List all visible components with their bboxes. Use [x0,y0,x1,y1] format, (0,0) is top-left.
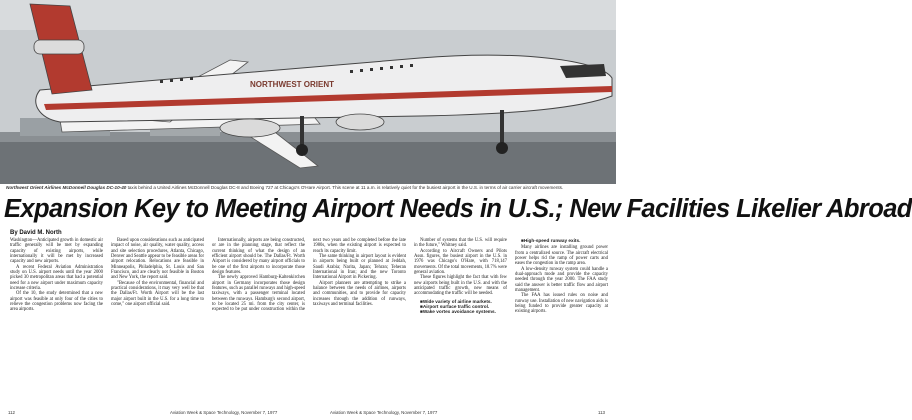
left-page-number: 112 [8,410,15,415]
body-paragraph: The newly approved Hamburg-Kaltenkirchen airport in Germany incorporates those design features, such as parallel runways and high-speed taxiways, with a passenger terminal located between the runways. Hamburg's second airport, to be located 25 mi. from the city center, is expected to be put under construction within the next two years and be completed before the late 1980s, when the existing airport is expected to reach its capacity limit. [212,238,406,313]
body-paragraph: A low-density runway system could handle a dual-approach mode and provide the capacity needed through the year 2000. The FAA study said the answer is better traffic flow and airport management. [515,266,608,294]
body-paragraph: Internationally, airports are being constructed, or are in the planning stage, that reflect the current thinking of what the design of an efficient airport should be. The Dallas/Ft. Worth Airport is considered by many airport officials to be one of the first airports to incorporate those design features. [212,238,305,276]
fuselage-lettering: NORTHWEST ORIENT [250,80,334,89]
list-item: ■ Wake vortex avoidance systems. [420,309,507,314]
list-item: ■ High-speed runway exits. [521,238,608,243]
body-paragraph: Number of systems that the U.S. will require in the future," Whitney said. [414,238,507,249]
right-magazine-line: Aviation Week & Space Technology, November 7, 1977 [330,410,438,415]
airport-photo-illustration [0,0,616,184]
body-paragraph: Many airlines are installing ground power from a centralized source. The aircraft electrical power helps rid the ramp of power carts and eases the congestion in the ramp area. [515,245,608,267]
right-page-number: 113 [598,410,605,415]
body-paragraph: Airport planners are attempting to strike a balance between the needs of airlines, airports and communities, and to provide for capacity increases through the addition of runways, taxiways and terminal facilities. [313,280,406,308]
body-paragraph: Based upon considerations such as anticipated impact of noise, air quality, water quality, access and site selection procedures, Atlanta, Chicago, Denver and Seattle appear to be feasible areas for airport relocation. Relocations are feasible in Minneapolis, Philadelphia, St. Louis and San Francisco, and are clearly not feasible in Boston and New York, the report said. [111,238,204,281]
byline: By David M. North [10,230,62,236]
body-paragraph: Washington—Anticipated growth in domestic air traffic generally will be met by expanding capacity of existing airports, while internationally it will be met by increased capacity and new airports. [10,238,103,265]
aircraft-photo [0,0,616,184]
body-paragraph: These figures highlight the fact that with few new airports being built in the U.S. and with the anticipated traffic growth, new means of accommodating the traffic will be needed. [414,275,507,297]
photo-caption [6,185,610,191]
list-item: ■ Wide variety of airline markets. [420,299,507,304]
article-body [10,238,608,406]
body-paragraph: The same thinking in airport layout is evident in airports being built or planned at Jeddah, Saudi Arabia; Narita, Japan; Tehran; Teheran International in Iran; and the new Toronto International Airport in Pickering. [313,254,406,281]
body-paragraph: The FAA has issued rules on noise and runway use. Installation of new navigation aids is being funded to provide greater capacity at existing airports. [515,293,608,315]
list-item: ■ Airport surface traffic control. [420,304,507,309]
caption-lead: Northwest Orient Airlines McDonnell Douglas DC-10-40 [6,185,127,190]
caption-text: taxis behind a United Airlines McDonnell Douglas DC-8 and Boeing 727 at Chicago's O'Hare Airport. This scene at 11 a.m. is relatively quiet for the busiest airport in the U.S. in terms of air carrier aircraft movements. [126,185,564,190]
article-headline: Expansion Key to Meeting Airport Needs in U.S.; New Facilities Likelier Abroad [4,195,912,223]
body-paragraph: "Because of the environmental, financial and practical considerations, it may very well be that the Dallas/Ft. Worth Airport will be the last major airport built in the U.S. for a long time to come," one airport official said. [111,280,204,308]
body-paragraph: A recent Federal Aviation Administration study on U.S. airport needs until the year 2000 picked 30 metropolitan areas that had a potential need for a new airport under maximum capacity increase criteria. [10,264,103,292]
body-paragraph: According to Aircraft Owners and Pilots Assn. figures, the busiest airport in the U.S. in 1976 was Chicago's O'Hare, with 718,147 movements. Of the total movements, 18.7% were general aviation. [414,248,507,276]
left-magazine-line: Aviation Week & Space Technology, November 7, 1977 [170,410,278,415]
body-paragraph: Of the 10, the study determined that a new airport was feasible at only four of the cities to relieve the congestion problems now facing the area airports. [10,291,103,313]
page-footer [0,408,616,418]
